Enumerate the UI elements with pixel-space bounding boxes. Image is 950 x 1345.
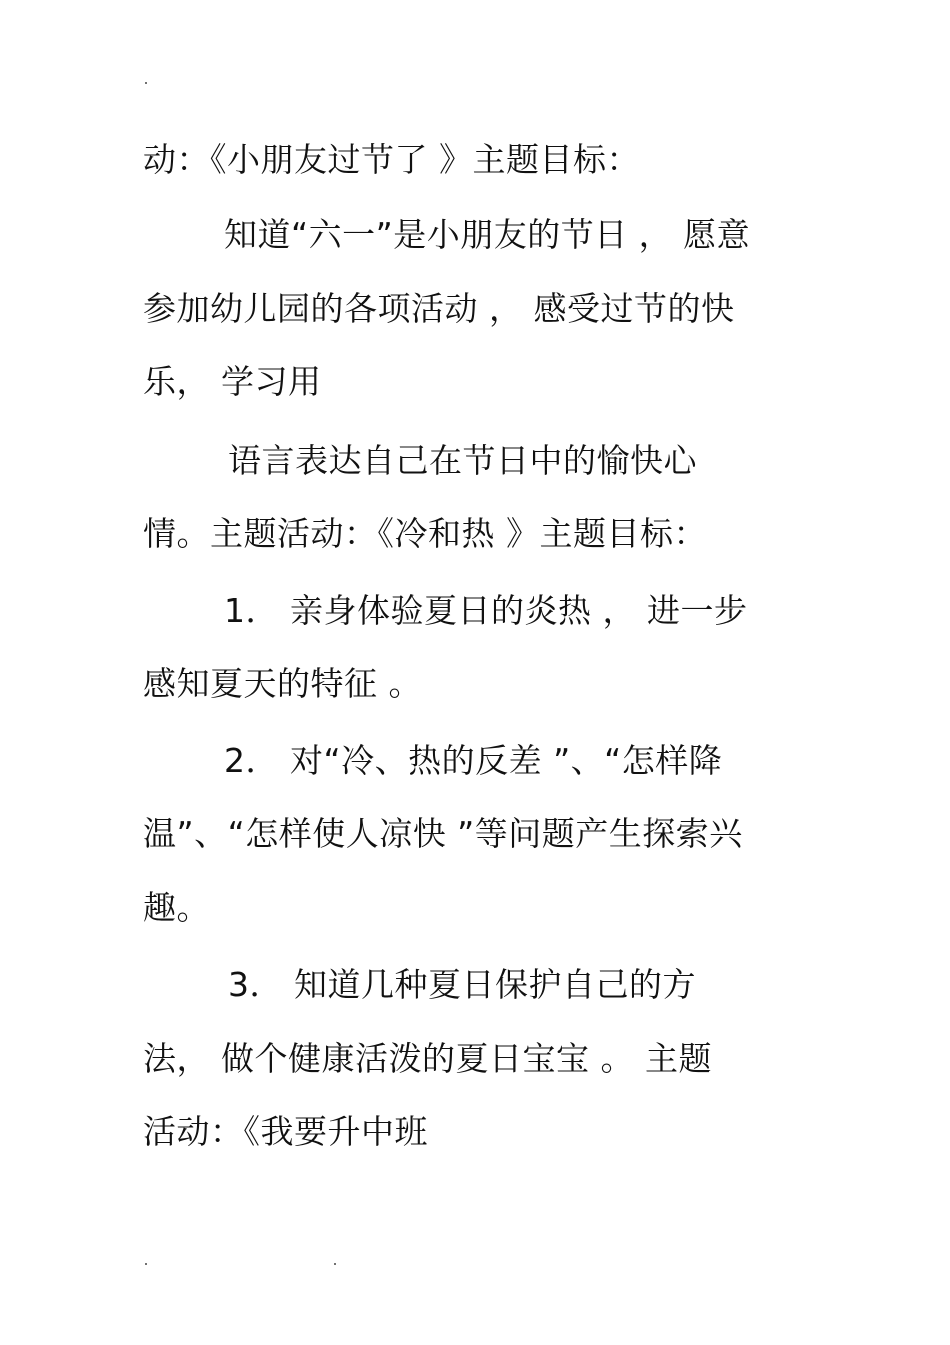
text-line: 活动：《我要升中班	[143, 1112, 428, 1151]
text-line: 动：《小朋友过节了 》主题目标：	[143, 140, 640, 179]
text-line: 1． 亲身体验夏日的炎热 ， 进一步	[224, 591, 748, 630]
text-line: 2． 对“冷、热的反差 ”、“怎样降	[224, 741, 723, 780]
text-line: 温”、“怎样使人凉快 ”等问题产生探索兴	[143, 814, 743, 853]
text-line: 乐， 学习用	[143, 362, 322, 401]
text-line: 3． 知道几种夏日保护自己的方	[228, 965, 696, 1004]
text-line: 语言表达自己在节日中的愉快心	[228, 441, 697, 480]
text-line: 趣。	[143, 888, 210, 927]
text-line: 感知夏天的特征 。	[143, 664, 422, 703]
text-line: 法， 做个健康活泼的夏日宝宝 。 主题	[143, 1039, 712, 1078]
page-mark	[334, 1263, 336, 1265]
page-mark	[145, 82, 147, 84]
text-line: 情。主题活动：《冷和热 》主题目标：	[143, 514, 707, 553]
text-line: 参加幼儿园的各项活动 ， 感受过节的快	[143, 289, 735, 328]
text-line: 知道“六一”是小朋友的节日 ， 愿意	[224, 215, 751, 254]
page-mark	[145, 1263, 147, 1265]
